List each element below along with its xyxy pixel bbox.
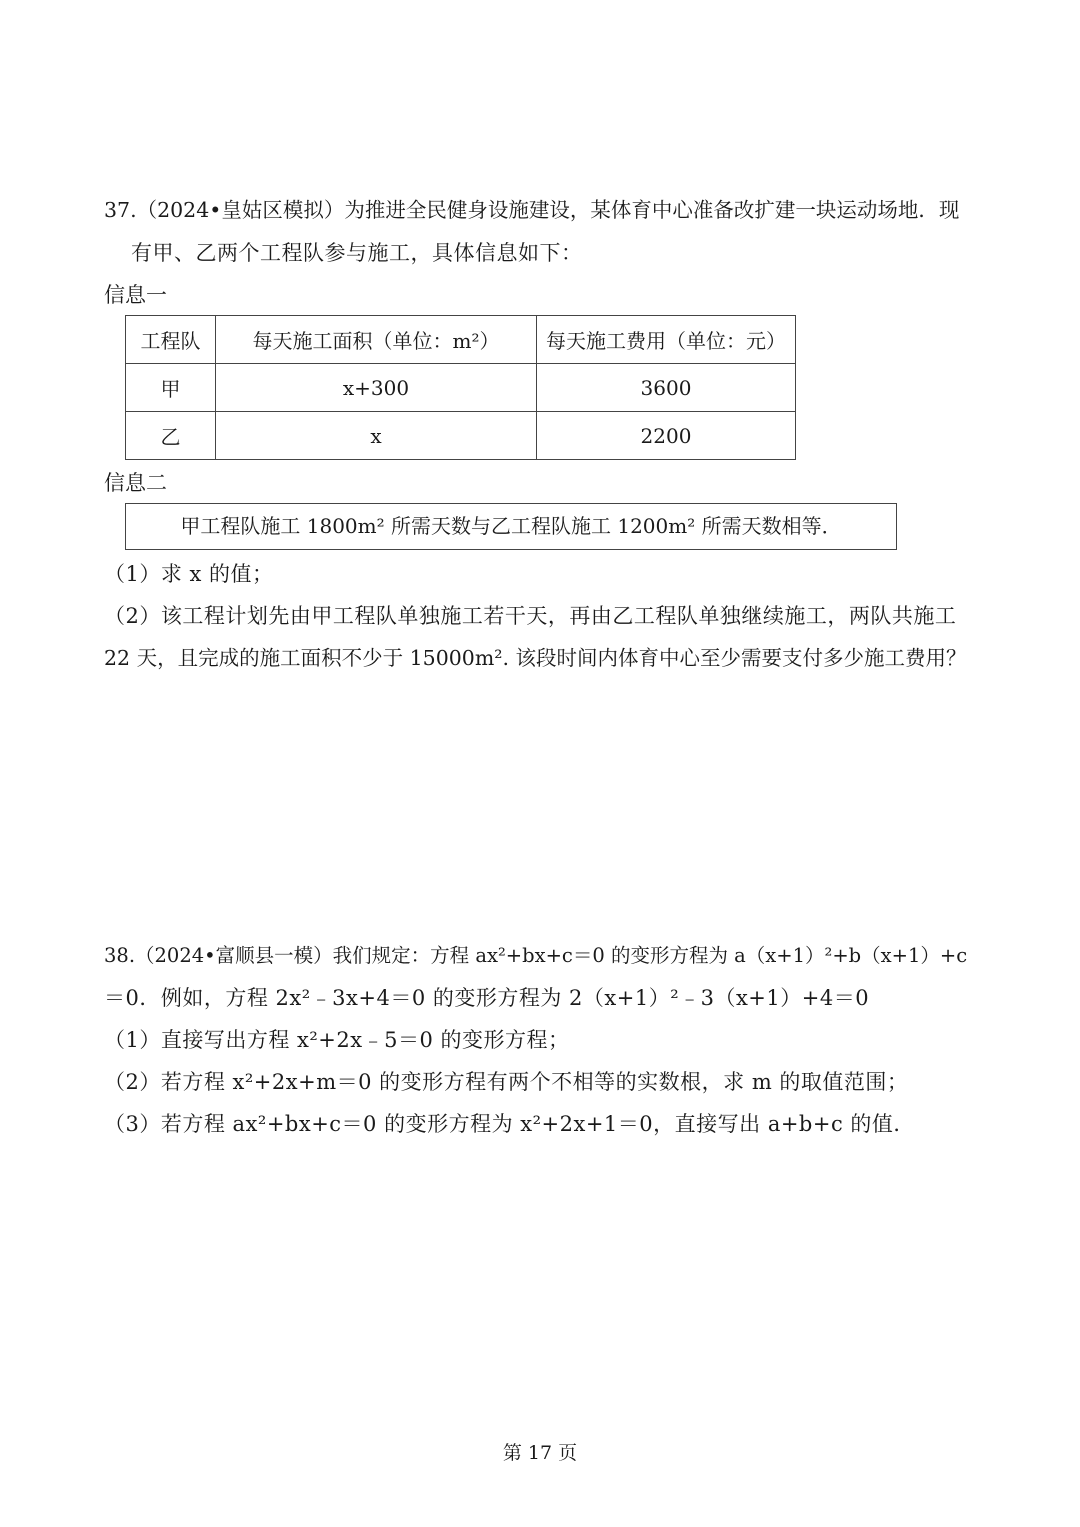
q38-line-1: 38.（2024•富顺县一模）我们规定：方程 ax²+bx+c＝0 的变形方程为 a（x+1）²+b（x+1）+c (104, 944, 968, 967)
table-cell: x+300 (216, 364, 537, 412)
info-1-label: 信息一 (104, 283, 167, 307)
q37-line-1: 37.（2024•皇姑区模拟）为推进全民健身设施建设，某体育中心准备改扩建一块运动场地．现 (104, 198, 960, 222)
q38-part-2: （2）若方程 x²+2x+m＝0 的变形方程有两个不相等的实数根，求 m 的取值范围； (104, 1070, 909, 1094)
page-number: 第 17 页 (502, 1442, 578, 1464)
table-cell: x (216, 412, 537, 460)
q37-part-2-line-2: 22 天，且完成的施工面积不少于 15000m². 该段时间内体育中心至少需要支付多少施工费用？ (104, 646, 967, 670)
table-header-cell: 工程队 (126, 316, 216, 364)
table-header-cell: 每天施工面积（单位：m²） (216, 316, 537, 364)
q37-part-1: （1）求 x 的值； (104, 562, 274, 586)
q37-part-2-line-1: （2）该工程计划先由甲工程队单独施工若干天，再由乙工程队单独继续施工，两队共施工 (104, 604, 957, 628)
info-2-label: 信息二 (104, 471, 167, 495)
q38-line-2: ＝0．例如，方程 2x²﹣3x+4＝0 的变形方程为 2（x+1）²﹣3（x+1）+4＝0 (104, 986, 870, 1010)
info-2-box: 甲工程队施工 1800m² 所需天数与乙工程队施工 1200m² 所需天数相等． (125, 503, 897, 550)
table-cell: 2200 (537, 412, 796, 460)
table-cell: 3600 (537, 364, 796, 412)
q37-line-2: 有甲、乙两个工程队参与施工，具体信息如下： (131, 241, 583, 265)
q38-part-1: （1）直接写出方程 x²+2x﹣5＝0 的变形方程； (104, 1028, 570, 1052)
table-row (126, 412, 796, 460)
table-cell: 甲 (126, 364, 216, 412)
table-cell: 乙 (126, 412, 216, 460)
table-row (126, 364, 796, 412)
info-table (125, 315, 796, 460)
table-header-cell: 每天施工费用（单位：元） (537, 316, 796, 364)
q38-part-3: （3）若方程 ax²+bx+c＝0 的变形方程为 x²+2x+1＝0，直接写出 a+b+c 的值． (104, 1112, 915, 1136)
table-header-row (126, 316, 796, 364)
